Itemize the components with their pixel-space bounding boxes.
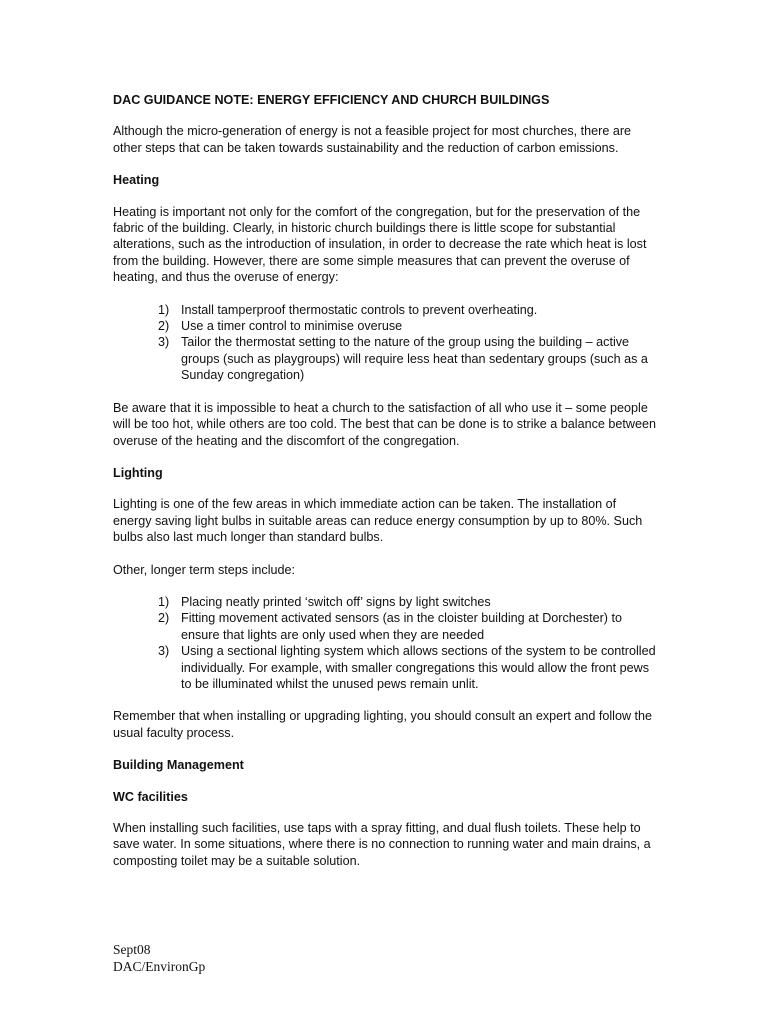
list-item-text: Use a timer control to minimise overuse bbox=[181, 319, 403, 334]
list-item bbox=[158, 302, 658, 318]
list-number: 3) bbox=[158, 335, 170, 350]
lighting-remember: Remember that when installing or upgrading lighting, you should consult an expert and follow the usual faculty process. bbox=[113, 709, 653, 740]
list-item-text: Fitting movement activated sensors (as in the cloister building at Dorchester) to ensure that lights are only used when they are needed bbox=[181, 611, 622, 642]
list-item bbox=[158, 334, 658, 383]
lighting-heading: Lighting bbox=[113, 465, 163, 480]
heating-note: Be aware that it is impossible to heat a church to the satisfaction of all who use it – some people will be too hot, while others are too cold. The best that can be done is to strike a balance between overuse of the heating and the discomfort of the congregation. bbox=[113, 400, 657, 448]
building-management-heading: Building Management bbox=[113, 758, 244, 773]
heating-list bbox=[113, 302, 658, 384]
list-item bbox=[158, 610, 658, 643]
list-item-text: Tailor the thermostat setting to the nature of the group using the building – active groups (such as playgroups) will require less heat than sedentary groups (such as a Sunday congregation) bbox=[181, 335, 648, 383]
list-item bbox=[158, 643, 658, 692]
lighting-paragraph: Lighting is one of the few areas in which immediate action can be taken. The installation of energy saving light bulbs in suitable areas can reduce energy consumption by up to 80%. Such bulbs also last much longer than standard bulbs. bbox=[113, 497, 643, 545]
list-item-text: Placing neatly printed ‘switch off’ signs by light switches bbox=[181, 594, 491, 609]
list-number: 3) bbox=[158, 644, 170, 659]
footer-reference: DAC/EnvironGp bbox=[113, 959, 206, 974]
list-item-text: Using a sectional lighting system which allows sections of the system to be controlled individually. For example, with smaller congregations this would allow the front pews to be illuminated whilst the unused pews remain unlit. bbox=[181, 644, 656, 691]
wc-heading: WC facilities bbox=[113, 789, 188, 804]
list-item bbox=[158, 594, 658, 610]
document-footer bbox=[113, 941, 205, 975]
document-title: DAC GUIDANCE NOTE: ENERGY EFFICIENCY AND CHURCH BUILDINGS bbox=[113, 93, 550, 107]
list-item bbox=[158, 318, 658, 334]
list-number: 1) bbox=[158, 302, 170, 317]
document-body bbox=[113, 92, 658, 885]
lighting-other-steps: Other, longer term steps include: bbox=[113, 562, 296, 577]
heating-heading: Heating bbox=[113, 173, 160, 188]
list-item-text: Install tamperproof thermostatic controls to prevent overheating. bbox=[181, 302, 538, 317]
heating-paragraph: Heating is important not only for the comfort of the congregation, but for the preservation of the fabric of the building. Clearly, in historic church buildings there is little scope for substantial alterations, such as the introduction of insulation, in order to decrease the rate which heat is lost from the building. However, there are some simple measures that can prevent the overuse of heating, and thus the overuse of energy: bbox=[113, 204, 647, 285]
lighting-list bbox=[113, 594, 658, 692]
list-number: 2) bbox=[158, 611, 170, 626]
intro-paragraph: Although the micro-generation of energy is not a feasible project for most churches, there are other steps that can be taken towards sustainability and the reduction of carbon emissions. bbox=[113, 124, 632, 155]
footer-date: Sept08 bbox=[113, 942, 151, 957]
wc-paragraph: When installing such facilities, use taps with a spray fitting, and dual flush toilets. These help to save water. In some situations, where there is no connection to running water and main drains, a composting toilet may be a suitable solution. bbox=[113, 821, 651, 868]
list-number: 1) bbox=[158, 594, 170, 609]
list-number: 2) bbox=[158, 319, 170, 334]
